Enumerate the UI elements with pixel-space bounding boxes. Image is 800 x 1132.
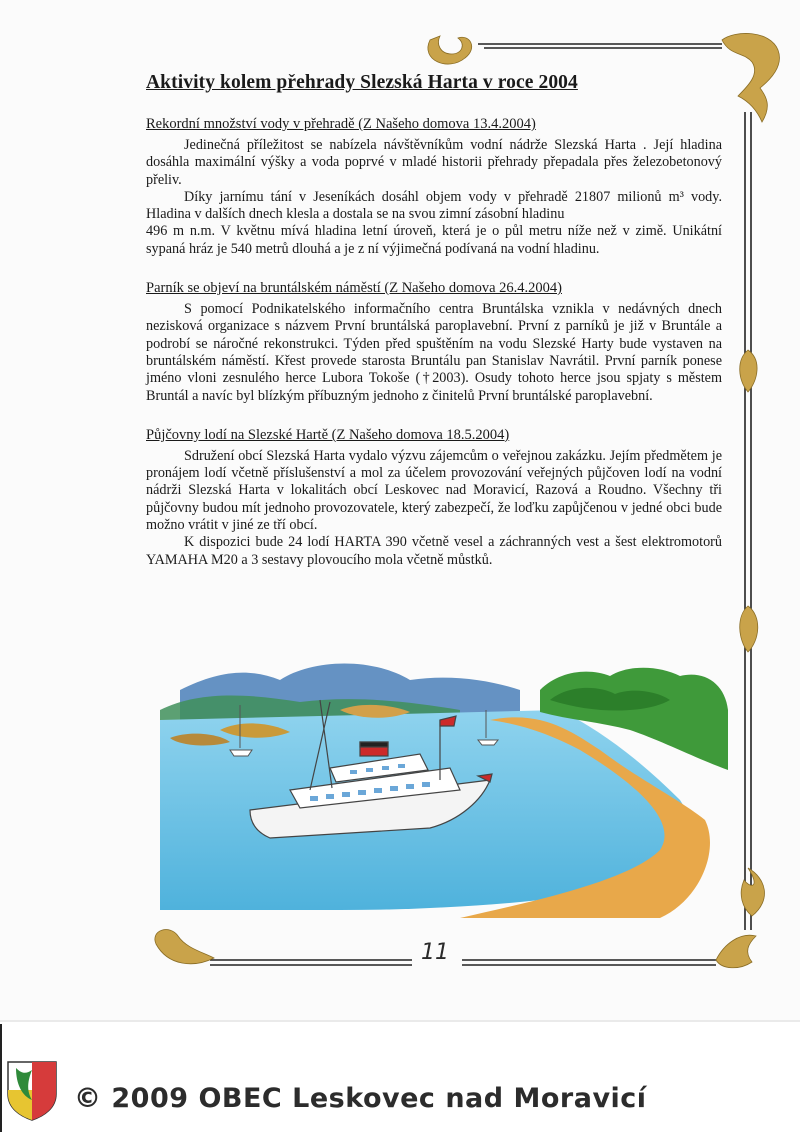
paragraph: Díky jarnímu tání v Jeseníkách dosáhl objem vody v přehradě 21807 milionů m³ vody. Hladina v dalších dnech klesla a dostala se na svou zimní zásobní hladinu (146, 188, 722, 223)
paragraph: 496 m n.m. V květnu mívá hladina letní úroveň, která je o půl metru níže než v zimě. Unikátní sypaná hráz je 540 metrů dlouhá a je z ní výjimečná podívaná na vodní hladinu. (146, 223, 722, 257)
ornament-top-right (722, 33, 779, 122)
section-heading: Rekordní množství vody v přehradě (Z Našeho domova 13.4.2004) (146, 116, 536, 132)
section-heading: Parník se objeví na bruntálském náměstí (Z Našeho domova 26.4.2004) (146, 280, 562, 297)
ornament-bottom-left (155, 930, 214, 964)
ornament-bottom-bird (716, 935, 756, 968)
ornament-right-upper (740, 350, 757, 392)
scan-edge (0, 1024, 2, 1132)
paragraph: Sdružení obcí Slezská Harta vydalo výzvu zájemcům o veřejnou zakázku. Jejím předmětem je pronájem lodí včetně příslušenství a mol za účelem provozování veřejných půjčoven lodí na vodní nádrži Slezská Harta v lokalitách obcí Leskovec nad Moravicí, Razová a Roudno. Všechny tři půjčovny budou mít jednoho provozovatele, který zabezpečí, že loďku zapůjčenou v jedné obci bude možno vrátit v jiné ze tří obcí. (146, 447, 722, 534)
article-content (146, 72, 722, 591)
ornament-top-center (428, 36, 472, 64)
article-section (146, 280, 722, 405)
ornament-right-middle (740, 606, 758, 652)
page-title: Aktivity kolem přehrady Slezská Harta v roce 2004 (146, 72, 578, 93)
page-number: 11 (421, 940, 449, 965)
section-heading: Půjčovny lodí na Slezské Hartě (Z Našeho domova 18.5.2004) (146, 426, 510, 443)
article-section (146, 427, 722, 569)
paragraph: S pomocí Podnikatelského informačního centra Bruntálska vznikla v nedávných dnech nezisková organizace s názvem První bruntálská paroplavební. První z parníků je již v Bruntále a podrobí se náročné rekonstrukci. Týden před spuštěním na vodu Slezské Harty bude vystaven na bruntálském náměstí. Křest provede starosta Bruntálu pan Stanislav Navrátil. První parník ponese jméno vloni zesnulého herce Lubora Tokoše (†2003). Osudy tohoto herce jsou spjaty s městem Bruntál a navíc byl blízkým příbuzným jednoho z činitelů První bruntálské paroplavební. (146, 301, 722, 404)
copyright-footer: © 2009 OBEC Leskovec nad Moravicí (74, 1083, 647, 1114)
lake-steamboat-painting (160, 650, 730, 920)
paragraph: K dispozici bude 24 lodí HARTA 390 včetně vesel a záchranných vest a šest elektromotorů YAMAHA M20 a 3 sestavy plovoucího mola včetně můstků. (146, 534, 722, 568)
municipal-crest-icon (6, 1060, 58, 1122)
article-section (146, 116, 722, 258)
paragraph: Jedinečná příležitost se nabízela návštěvníkům vodní nádrže Slezská Harta . Její hladina dosáhla maximální výšky a voda poprvé v mladé historii přehrady přepadala přes železobetonový přeliv. (146, 137, 722, 188)
